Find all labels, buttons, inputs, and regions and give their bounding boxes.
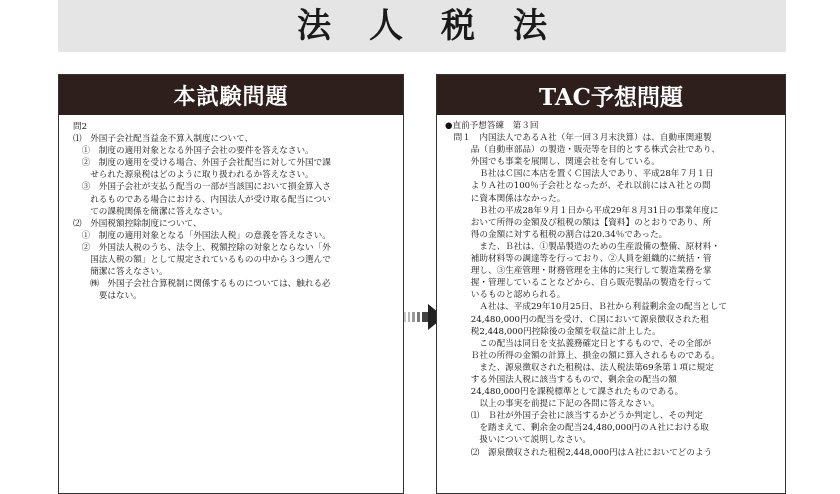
text-line: ② 外国法人税のうち、法令上、税額控除の対象とならない「外 — [73, 242, 331, 253]
text-line: する外国法人税に該当するもので、剰余金の配当の額 — [445, 374, 677, 385]
text-line: ⑴ 外国子会社配当益金不算入制度について、 — [73, 134, 254, 145]
text-line: ての課税関係を簡潔に答えなさい。 — [73, 206, 228, 217]
text-line: 握・管理していることなどから、自ら販売製品の製造を行って — [445, 278, 712, 289]
text-line: 得の金額に対する租税の割合は20.34％であった。 — [445, 229, 668, 240]
text-line: 品（自動車部品）の製造・販売等を目的とする株式会社であり、 — [445, 145, 721, 156]
tac-prediction-text — [437, 115, 785, 459]
text-line: また、Ｂ社は、①製品製造のための生産設備の整備、原材料・ — [445, 241, 721, 252]
tac-prediction-panel — [436, 74, 786, 494]
text-line: ① 制度の適用対象となる「外国法人税」の意義を答えなさい。 — [73, 230, 331, 241]
text-line: 理し、③生産管理・財務管理を主体的に実行して製造業務を掌 — [445, 266, 712, 277]
text-line: れるものである場合における、内国法人が受け取る配当につい — [73, 194, 331, 205]
text-line: せられた源泉税はどのように取り扱われるか答えなさい。 — [73, 170, 314, 181]
text-line: Ｂ社はＣ国に本店を置くＣ国法人であり、平成28年７月１日 — [445, 169, 714, 180]
text-line: ③ 外国子会社が支払う配当の一部が当該国において損金算入さ — [73, 182, 331, 193]
text-line: 補助材料等の調達等を行っており、②人員を組織的に統括・管 — [445, 254, 712, 265]
text-line: ⑵ 外国税額控除制度について、 — [73, 218, 202, 229]
text-line: 以上の事実を前提に下記の各問に答えなさい。 — [445, 399, 660, 410]
tac-prediction-header: TAC予想問題 — [437, 75, 785, 115]
text-line: Ｂ社の平成28年９月１日から平成29年８月31日の事業年度に — [445, 205, 719, 216]
text-line: ⑵ 源泉徴収された租税2,448,000円はＡ社においてどのよう — [445, 447, 713, 458]
text-line: を踏まえて、剰余金の配当24,480,000円のＡ社における取 — [445, 423, 709, 434]
text-line: よりＡ社の100％子会社となったが、それ以前にはＡ社との間 — [445, 181, 711, 192]
text-line: いるものと認められる。 — [445, 290, 566, 301]
text-line: 国法人税の額」として規定されているものの中から３つ選んで — [73, 255, 331, 266]
text-line: に資本関係はなかった。 — [445, 193, 566, 204]
text-line: ㈱ 外国子会社合算税制に関係するものについては、触れる必 — [73, 279, 331, 290]
banner — [58, 0, 786, 52]
text-line: 外国でも事業を展開し、関連会社を有している。 — [445, 157, 660, 168]
text-line: 24,480,000円の配当を受け、Ｃ国において源泉徴収された租 — [445, 314, 709, 325]
text-line: Ｂ社の所得の金額の計算上、損金の額に算入されるものである。 — [445, 350, 721, 361]
text-line: おいて所得の金額及び租税の額は【資料】のとおりであり、所 — [445, 217, 712, 228]
text-line: 要はない。 — [73, 291, 142, 302]
text-line: ② 制度の適用を受ける場合、外国子会社配当に対して外国で課 — [73, 158, 331, 169]
text-line: Ａ社は、平成29年10月25日、Ｂ社から利益剰余金の配当として — [445, 302, 728, 313]
exam-question-panel — [58, 74, 404, 494]
text-line: 24,480,000円を課税標準として課されたものである。 — [445, 387, 684, 398]
text-line: 扱いについて説明しなさい。 — [445, 435, 591, 446]
banner-title: 法人税法 — [297, 6, 585, 46]
text-line: この配当は同日を支払義務確定日とするもので、その全部が — [445, 338, 712, 349]
text-line: 問2 — [73, 122, 88, 132]
exam-question-header: 本試験問題 — [59, 75, 403, 115]
text-line: ●直前予想答練 第３回 — [445, 121, 539, 131]
text-line: また、源泉徴収された租税は、法人税法第69条第１項に規定 — [445, 362, 714, 373]
text-line: 税2,448,000円控除後の金額を収益に計上した。 — [445, 326, 661, 337]
text-line: 簡潔に答えなさい。 — [73, 267, 168, 278]
text-line: ① 制度の適用対象となる外国子会社の要件を答えなさい。 — [73, 146, 314, 157]
text-line: 問１ 内国法人であるＡ社（年一回３月末決算）は、自動車関連製 — [445, 133, 712, 144]
exam-question-text — [59, 115, 403, 302]
text-line: ⑴ Ｂ社が外国子会社に該当するかどうか判定し、その判定 — [445, 411, 703, 422]
